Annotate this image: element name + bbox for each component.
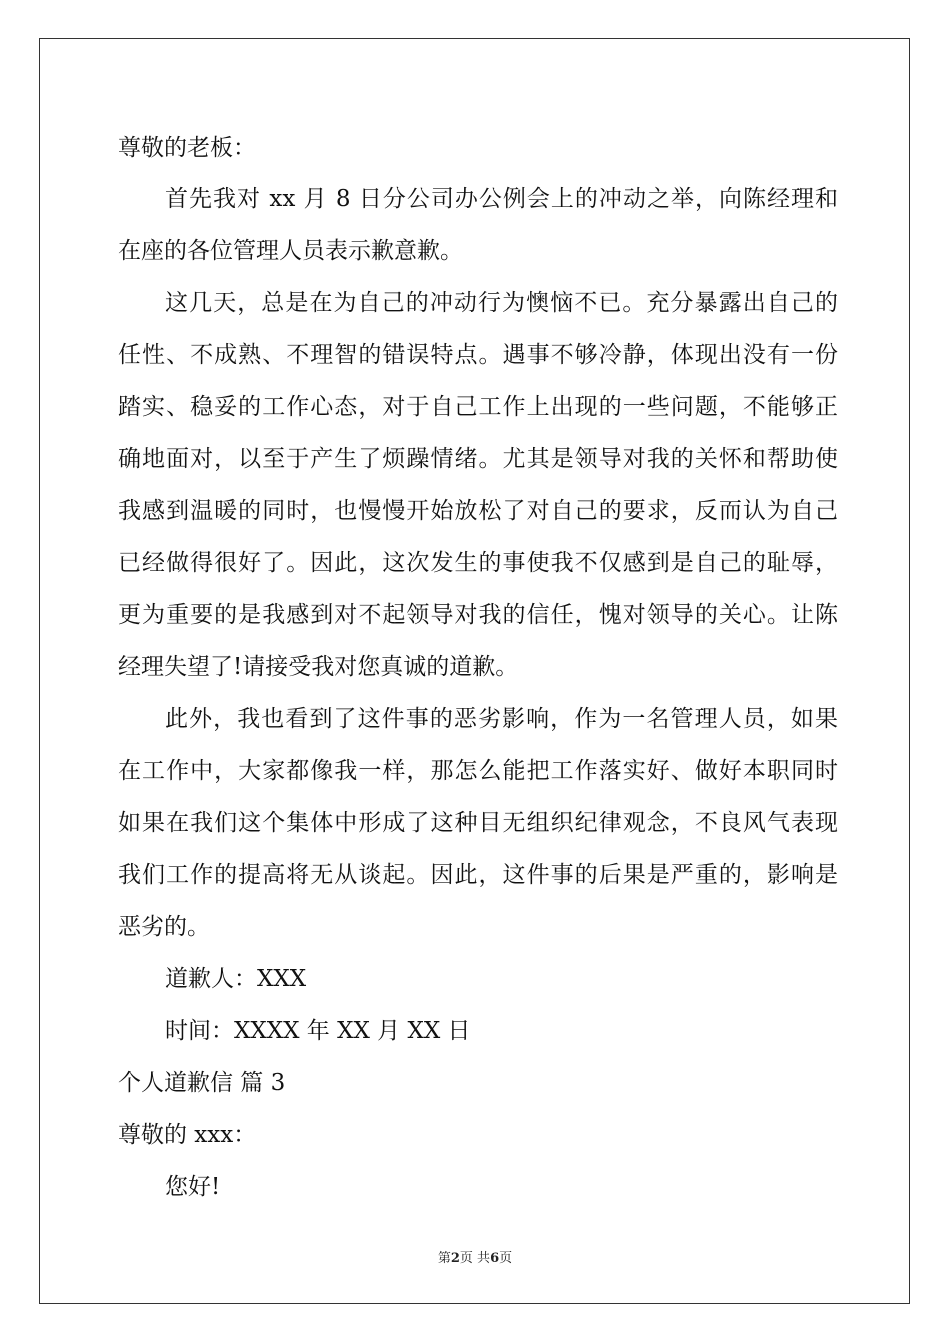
text-line: 尊敬的老板： bbox=[118, 135, 256, 161]
text-line: 首先我对 xx 月 8 日分公司办公例会上的冲动之举，向陈经理和 bbox=[165, 186, 838, 212]
text-line: 个人道歉信 篇 3 bbox=[118, 1070, 286, 1096]
text-line: 这几天，总是在为自己的冲动行为懊恼不已。充分暴露出自己的 bbox=[165, 290, 838, 316]
text-line: 道歉人：XXX bbox=[165, 966, 307, 992]
text-line: 此外，我也看到了这件事的恶劣影响，作为一名管理人员，如果 bbox=[165, 706, 838, 732]
text-line: 经理失望了!请接受我对您真诚的道歉。 bbox=[118, 654, 519, 680]
text-line: 确地面对，以至于产生了烦躁情绪。尤其是领导对我的关怀和帮助使 bbox=[118, 446, 838, 472]
footer-current-page: 2 bbox=[450, 1251, 460, 1266]
text-line: 在工作中，大家都像我一样，那怎么能把工作落实好、做好本职同时 bbox=[118, 758, 838, 784]
text-line: 恶劣的。 bbox=[118, 914, 210, 940]
text-line: 踏实、稳妥的工作心态，对于自己工作上出现的一些问题，不能够正 bbox=[118, 394, 838, 420]
text-line: 在座的各位管理人员表示歉意歉。 bbox=[118, 238, 463, 264]
footer-total-pages: 6 bbox=[490, 1251, 500, 1266]
footer-prefix: 第 bbox=[437, 1251, 451, 1266]
footer-middle: 页 共 bbox=[459, 1251, 491, 1266]
text-line: 已经做得很好了。因此，这次发生的事使我不仅感到是自己的耻辱， bbox=[118, 550, 838, 576]
footer-suffix: 页 bbox=[499, 1251, 513, 1266]
text-line: 如果在我们这个集体中形成了这种目无组织纪律观念，不良风气表现 bbox=[118, 810, 838, 836]
text-line: 我们工作的提高将无从谈起。因此，这件事的后果是严重的，影响是 bbox=[118, 862, 838, 888]
text-line: 您好! bbox=[165, 1174, 221, 1200]
text-line: 尊敬的 xxx： bbox=[118, 1122, 257, 1148]
text-line: 我感到温暖的同时，也慢慢开始放松了对自己的要求，反而认为自己 bbox=[118, 498, 838, 524]
text-line: 时间：XXXX 年 XX 月 XX 日 bbox=[165, 1018, 471, 1044]
text-line: 任性、不成熟、不理智的错误特点。遇事不够冷静，体现出没有一份 bbox=[118, 342, 838, 368]
text-line: 更为重要的是我感到对不起领导对我的信任，愧对领导的关心。让陈 bbox=[118, 602, 838, 628]
page-footer bbox=[0, 1247, 950, 1266]
